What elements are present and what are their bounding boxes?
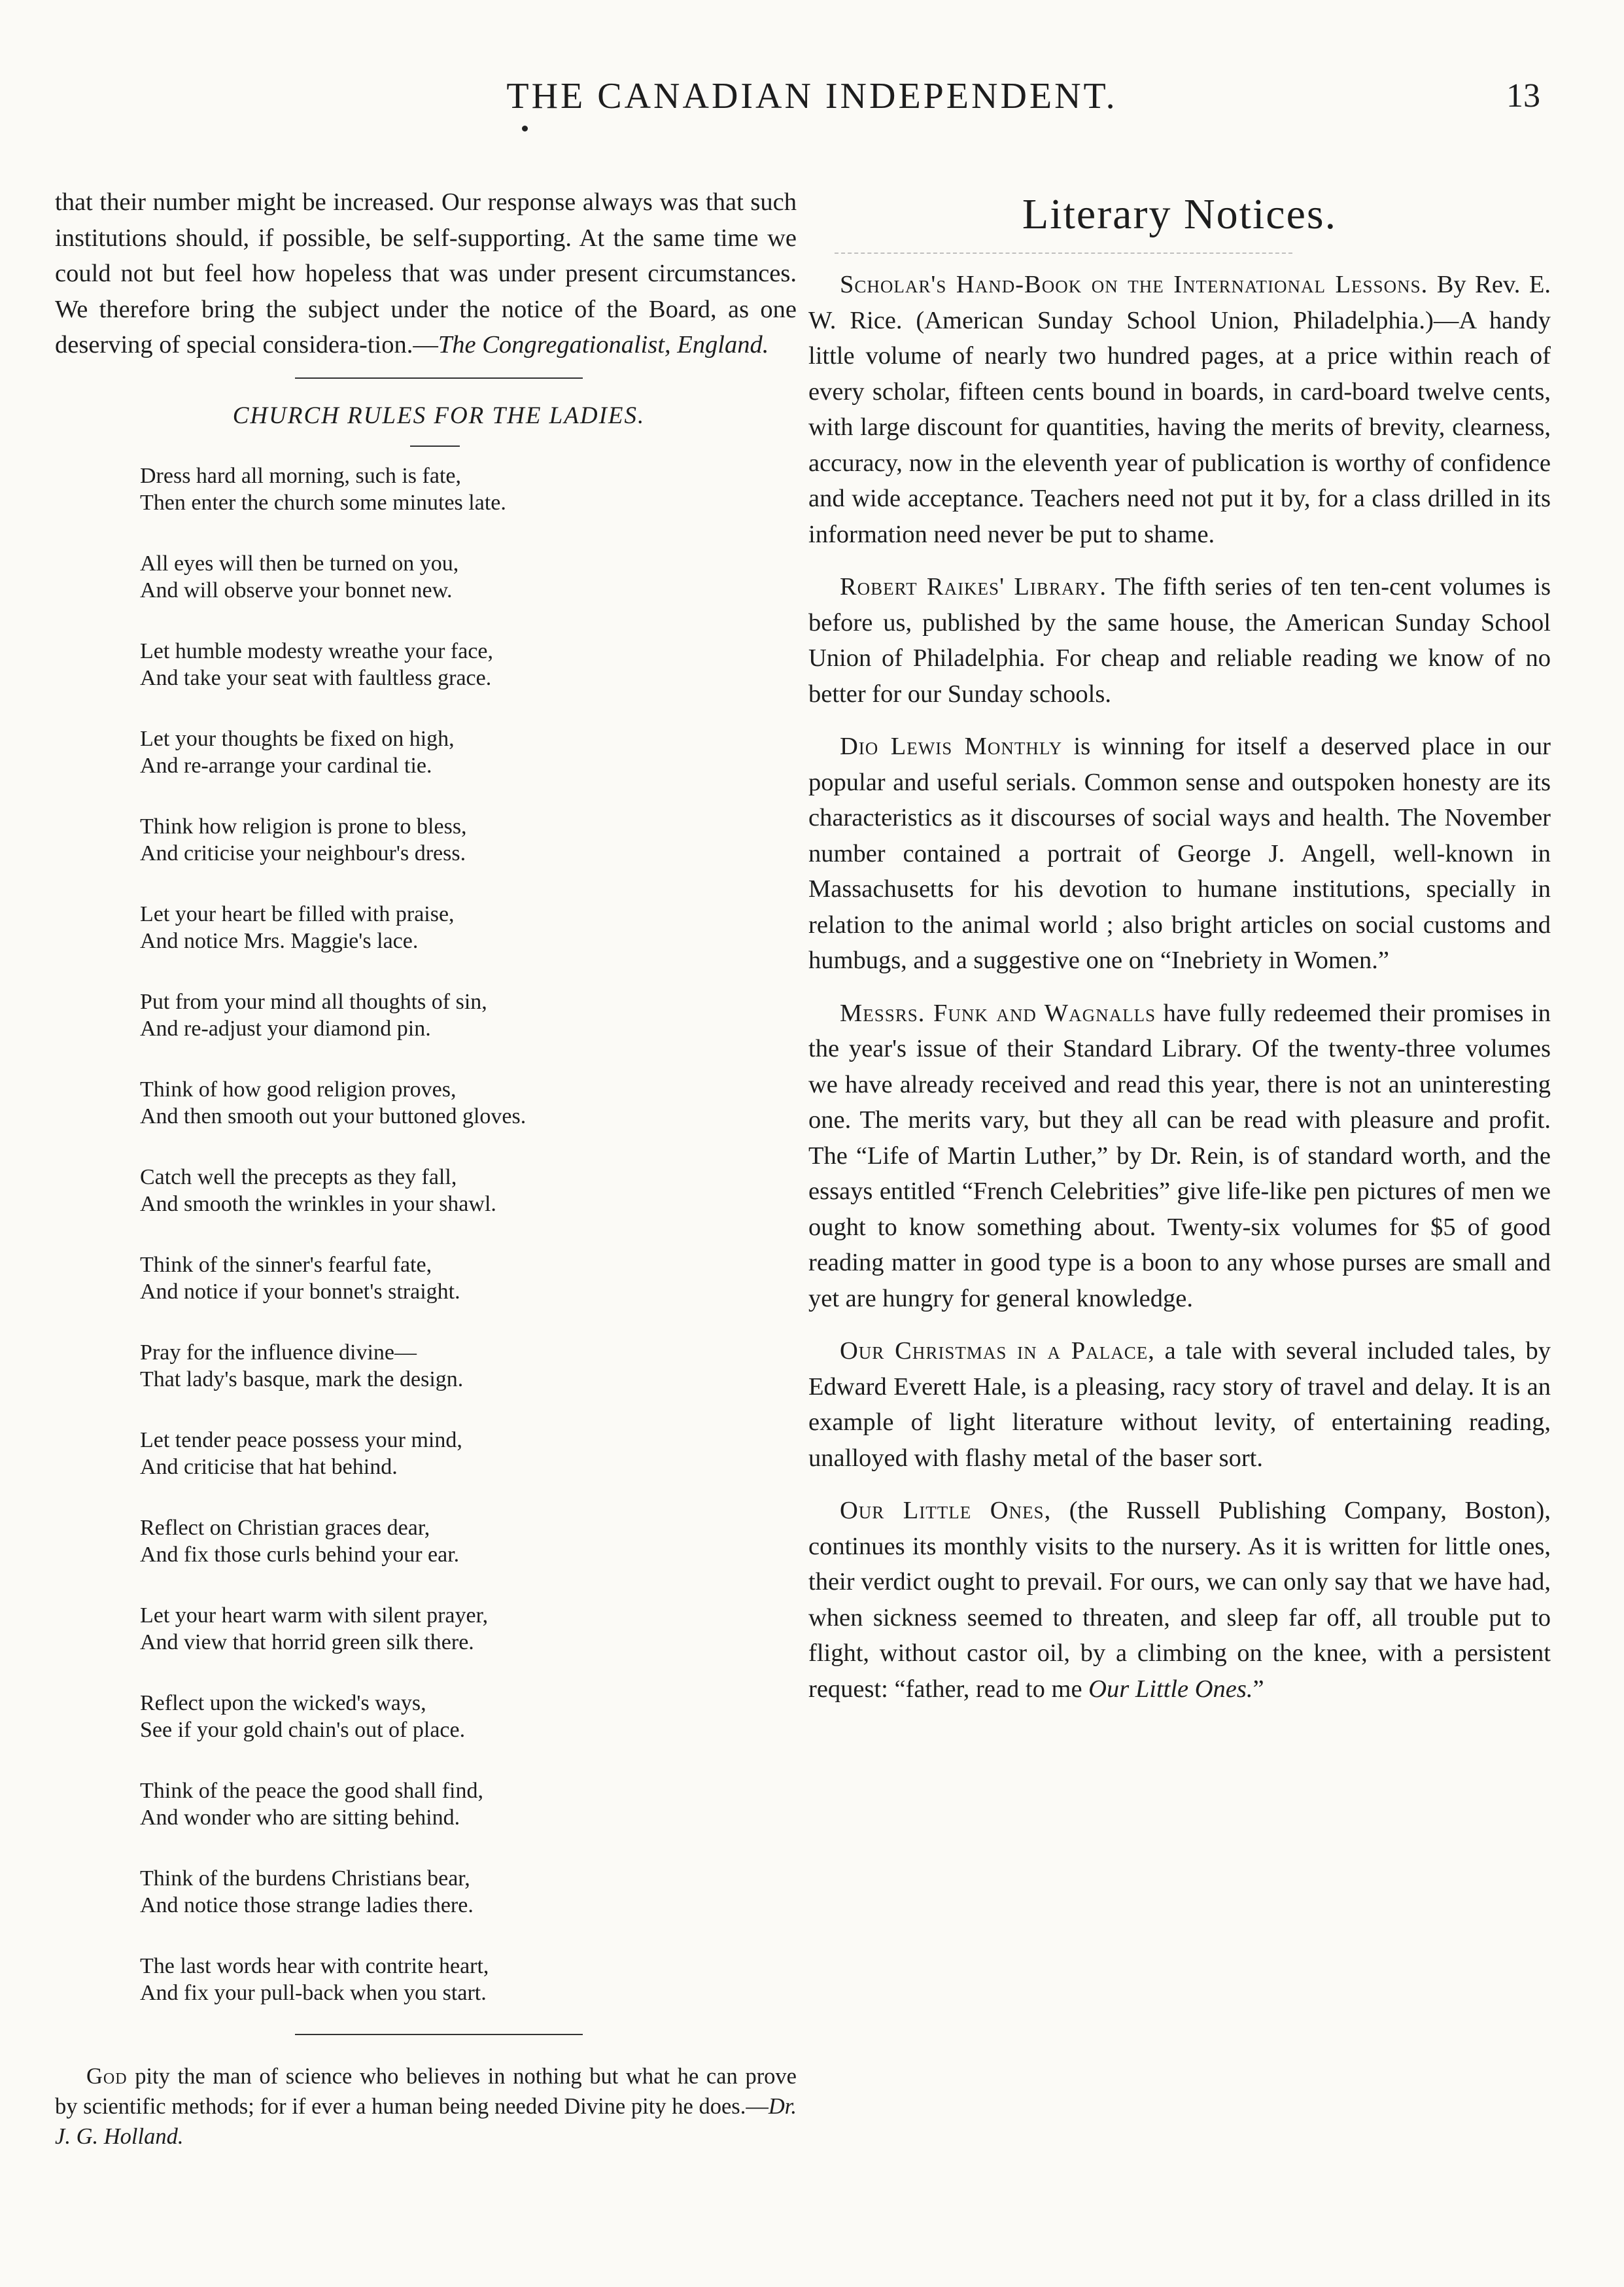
- poem-line: And re-arrange your cardinal tie.: [140, 753, 432, 778]
- poem-line: And notice those strange ladies there.: [140, 1893, 474, 1917]
- title-underline: [410, 445, 460, 447]
- closing-source: Dr. J. G. Holland.: [55, 2093, 797, 2149]
- notice-title: Robert Raikes' Library.: [840, 573, 1107, 601]
- poem-line: Then enter the church some minutes late.: [140, 490, 506, 515]
- poem-line: Reflect upon the wicked's ways,: [140, 1690, 426, 1715]
- poem-line: And smooth the wrinkles in your shawl.: [140, 1191, 496, 1216]
- notice-title: Our Christmas in a Palace,: [840, 1337, 1155, 1365]
- poem-line: Reflect on Christian graces dear,: [140, 1515, 430, 1540]
- poem-stanza: [140, 638, 797, 691]
- poem-stanza: [140, 1427, 797, 1480]
- poem-stanza: [140, 1514, 797, 1568]
- section-divider-end: [295, 2034, 583, 2035]
- poem-line: And fix your pull-back when you start.: [140, 1980, 487, 2005]
- printer-dot-mark: [522, 126, 528, 131]
- literary-notice: [808, 1333, 1551, 1476]
- poem-line: Let tender peace possess your mind,: [140, 1427, 462, 1452]
- poem-stanza: [140, 1251, 797, 1305]
- poem-line: Let your heart be filled with praise,: [140, 901, 455, 926]
- continued-article-body: that their number might be increased. Our response always was that such institutions should, if possible, be self-supporting. At the same time we could not but feel how hopeless that was under present circumstances. We therefore bring the subject under the notice of the Board, as one deserving of special considera-tion.—: [55, 188, 797, 358]
- poem-line: See if your gold chain's out of place.: [140, 1717, 466, 1742]
- poem-stanza: [140, 1690, 797, 1743]
- poem-stanza: [140, 725, 797, 779]
- literary-notice: [808, 1493, 1551, 1707]
- poem-line: Think of the burdens Christians bear,: [140, 1866, 470, 1891]
- notice-body: is winning for itself a deserved place in our popular and useful serials. Common sense and outspoken honesty are its characteristics as it discourses of social ways and health. The November number contained a portrait of George J. Angell, well-known in Massachusetts for his devotion to humane institutions, specially in relation to the animal world ; also bright articles on social customs and humbugs, and a suggestive one on “Inebriety in Women.”: [808, 733, 1551, 974]
- poem-stanza: [140, 1953, 797, 2006]
- right-column: [808, 184, 1551, 1707]
- poem-stanza: [140, 1076, 797, 1130]
- poem-stanza: [140, 550, 797, 604]
- poem-line: And criticise that hat behind.: [140, 1454, 398, 1479]
- poem-line: And take your seat with faultless grace.: [140, 665, 492, 690]
- notice-italic-title: Our Little Ones.: [1088, 1675, 1253, 1703]
- section-heading: Literary Notices.: [1022, 190, 1338, 238]
- poem-stanza: [140, 463, 797, 516]
- poem-stanza: [140, 813, 797, 867]
- poem-line: And notice Mrs. Maggie's lace.: [140, 928, 419, 953]
- poem-stanza: [140, 901, 797, 954]
- notice-title: Messrs. Funk and Wagnalls: [840, 999, 1156, 1027]
- poem-line: And notice if your bonnet's straight.: [140, 1279, 460, 1304]
- poem-line: Think of the sinner's fearful fate,: [140, 1252, 432, 1277]
- literary-notice: [808, 569, 1551, 712]
- poem-line: Pray for the influence divine—: [140, 1340, 417, 1365]
- poem-line: And criticise your neighbour's dress.: [140, 841, 466, 865]
- poem-line: Catch well the precepts as they fall,: [140, 1164, 457, 1189]
- poem-stanza: [140, 1339, 797, 1393]
- poem-stanza: [140, 1164, 797, 1217]
- poem-line: Think how religion is prone to bless,: [140, 814, 467, 839]
- poem-line: The last words hear with contrite heart,: [140, 1953, 489, 1978]
- section-divider: [295, 377, 583, 379]
- poem-line: That lady's basque, mark the design.: [140, 1367, 464, 1391]
- notice-title: Scholar's Hand-Book on the International Lessons.: [840, 271, 1428, 298]
- literary-notice: [808, 729, 1551, 979]
- page-header: [0, 65, 1624, 124]
- notice-body: a tale with several included tales, by Edward Everett Hale, is a pleasing, racy story of travel and delay. It is an example of light literature without levity, of entertaining reading, unalloyed with flashy metal of the baser sort.: [808, 1337, 1551, 1472]
- notices-list: [808, 267, 1551, 1707]
- poem-line: Put from your mind all thoughts of sin,: [140, 989, 487, 1014]
- closing-paragraph: [55, 2061, 797, 2152]
- closing-lead-word: God: [86, 2063, 128, 2089]
- poem-line: And will observe your bonnet new.: [140, 578, 453, 602]
- article-source: The Congregationalist, England.: [438, 331, 769, 358]
- continued-article-text: [55, 184, 797, 363]
- poem-line: Let your heart warm with silent prayer,: [140, 1603, 489, 1628]
- notice-body: have fully redeemed their promises in the year's issue of their Standard Library. Of the twenty-three volumes we have already received and read this year, there is not an uninteresting one. The merits vary, but they all can be read with pleasure and profit. The “Life of Martin Luther,” by Dr. Rein, is of standard worth, and the essays entitled “French Celebrities” give life-like pen pictures of men we ought to know something about. Twenty-six volumes for $5 of good reading matter in good type is a boon to any whose purses are small and yet are hungry for general knowledge.: [808, 999, 1551, 1312]
- poem-line: Think of the peace the good shall find,: [140, 1778, 483, 1803]
- closing-body: pity the man of science who believes in nothing but what he can prove by scientific methods; for if ever a human being needed Divine pity he does.—: [55, 2063, 797, 2119]
- literary-notice: [808, 267, 1551, 552]
- notice-title: Our Little Ones,: [840, 1497, 1052, 1524]
- notice-body: (the Russell Publishing Company, Boston), continues its monthly visits to the nursery. As it is written for little ones, their verdict ought to prevail. For ours, we can only say that we have had, when sickness seemed to threaten, and sleep far off, all trouble put to flight, without castor oil, by a climbing on the knee, with a persistent request: “father, read to me: [808, 1497, 1551, 1703]
- poem-stanza: [140, 1865, 797, 1919]
- literary-notice: [808, 996, 1551, 1317]
- page-number: 13: [1506, 77, 1540, 114]
- poem-line: And wonder who are sitting behind.: [140, 1805, 460, 1830]
- poem-line: And view that horrid green silk there.: [140, 1630, 474, 1654]
- poem-line: Think of how good religion proves,: [140, 1077, 457, 1102]
- poem-line: And fix those curls behind your ear.: [140, 1542, 460, 1567]
- poem-stanza: [140, 988, 797, 1042]
- poem-body: [140, 463, 797, 2006]
- notice-title: Dio Lewis Monthly: [840, 733, 1063, 760]
- poem-line: All eyes will then be turned on you,: [140, 551, 459, 576]
- heading-rule: [835, 253, 1292, 254]
- notice-tail: ”: [1253, 1675, 1264, 1703]
- poem-stanza: [140, 1777, 797, 1831]
- poem-line: Let humble modesty wreathe your face,: [140, 638, 494, 663]
- poem-line: And re-adjust your diamond pin.: [140, 1016, 431, 1041]
- running-title: THE CANADIAN INDEPENDENT.: [506, 76, 1118, 116]
- poem-stanza: [140, 1602, 797, 1656]
- notice-body: The fifth series of ten ten-cent volumes is before us, published by the same house, the American Sunday School Union of Philadelphia. For cheap and reliable reading we know of no better for our Sunday schools.: [808, 573, 1551, 708]
- poem-line: And then smooth out your buttoned gloves.: [140, 1104, 527, 1128]
- notice-body: By Rev. E. W. Rice. (American Sunday School Union, Philadelphia.)—A handy little volume of nearly two hundred pages, at a price within reach of every scholar, fifteen cents bound in boards, in card-board twelve cents, with large discount for quantities, having the merits of brevity, clearness, accuracy, now in the eleventh year of publication is worthy of confidence and wide acceptance. Teachers need not put it by, for a class drilled in its information need never be put to shame.: [808, 271, 1551, 548]
- left-column: [55, 184, 797, 2152]
- poem-line: Dress hard all morning, such is fate,: [140, 463, 461, 488]
- poem-title: CHURCH RULES FOR THE LADIES.: [232, 402, 646, 429]
- poem-line: Let your thoughts be fixed on high,: [140, 726, 455, 751]
